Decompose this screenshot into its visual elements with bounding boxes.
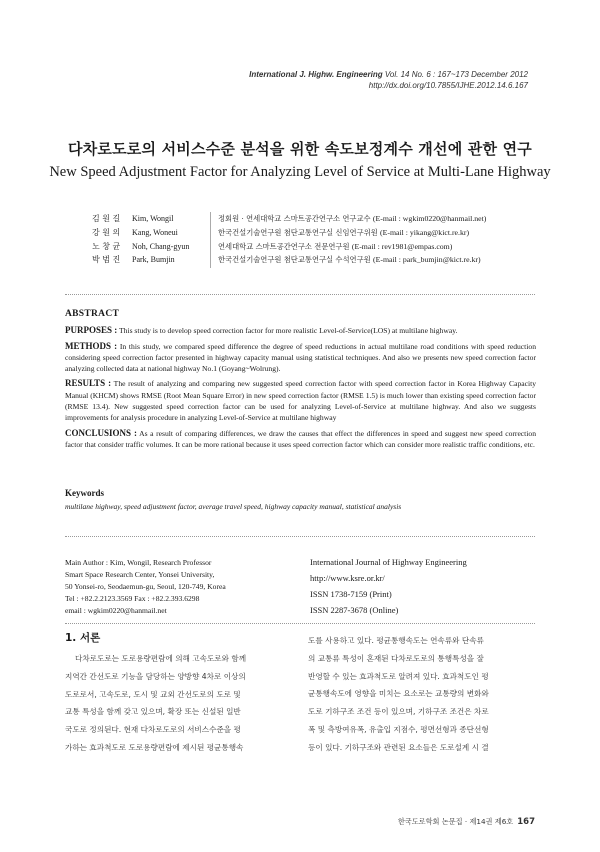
abstract-purposes: PURPOSES : This study is to develop speed correction factor for more realistic Level-of-Service(LOS) at multilane highway. (65, 325, 458, 336)
author-divider (210, 212, 211, 268)
page-number: 167 (517, 817, 535, 827)
journal-info (310, 554, 467, 618)
body-line: 국도로 정의된다. 현재 다차로도로의 서비스수준을 평 (65, 725, 241, 735)
title-english: New Speed Adjustment Factor for Analyzing Level of Service at Multi-Lane Highway (49, 164, 551, 180)
author-info-line: 50 Yonsei-ro, Seodaemun-gu, Seoul, 120-749, Korea (65, 582, 226, 591)
author-name-en: Noh, Chang-gyun (132, 241, 190, 251)
title-korean: 다차로도로의 서비스수준 분석을 위한 속도보정계수 개선에 관한 연구 (68, 140, 532, 158)
journal-header (249, 69, 528, 91)
body-line: 교통 특성을 함께 갖고 있으며, 확장 또는 신설된 일반 (65, 707, 241, 717)
journal-info-issn-online: ISSN 2287-3678 (Online) (310, 605, 399, 615)
author-name-en: Kim, Wongil (132, 214, 174, 223)
author-affiliation: 한국건설기술연구원 첨단교통연구실 수석연구원 (E-mail : park_bumjin@kict.re.kr) (218, 255, 481, 265)
divider-dotted (65, 536, 535, 537)
footer-journal: 한국도로학회 논문집 · 제14권 제6호 (397, 817, 514, 826)
abstract-heading: ABSTRACT (65, 309, 120, 319)
body-line: 균통행속도에 영향을 미치는 요소로는 교통량의 변화와 (308, 689, 489, 699)
abstract-section (65, 309, 536, 454)
author-email: (E-mail : rev1981@empas.com) (351, 241, 453, 251)
journal-name: International J. Highw. Engineering (249, 70, 383, 79)
journal-info-url[interactable]: http://www.ksre.or.kr/ (310, 573, 385, 583)
body-line: 도로로서, 고속도로, 도시 및 교외 간선도로의 도로 및 (65, 689, 241, 699)
author-name-ko: 노 창 균 (92, 241, 121, 251)
body-line: 지역간 간선도로 기능을 담당하는 양방향 4차로 이상의 (65, 671, 246, 681)
author-name-en: Park, Bumjin (132, 255, 175, 265)
author-affiliation: 정회원 · 연세대학교 스마트공간연구소 연구교수 (E-mail : wgkim0220@hanmail.net) (218, 214, 487, 223)
abstract-methods: METHODS : In this study, we compared speed difference the degree of speed reductions in actual multilane road conditions with speed reduction considering speed correction factor presented in highway capacity manual using statistical techniques. And also we presents new speed correction factor analyzing collected data at national highway No.1 (Goyang~Wolrung). (65, 340, 536, 374)
body-line: 도를 사용하고 있다. 평균통행속도는 연속류와 단속류 (308, 636, 484, 645)
author-email: (E-mail : park_bumjin@kict.re.kr) (372, 255, 481, 265)
author-info-line: Smart Space Research Center, Yonsei University, (65, 570, 215, 579)
journal-info-name: International Journal of Highway Engineering (310, 557, 467, 567)
author-affiliation: 한국건설기술연구원 첨단교통연구실 신임연구위원 (E-mail : yikang@kict.re.kr) (218, 227, 470, 237)
doi-link[interactable]: http://dx.doi.org/10.7855/IJHE.2012.14.6.167 (368, 81, 528, 90)
author-affiliation: 연세대학교 스마트공간연구소 전문연구원 (E-mail : rev1981@empas.com) (218, 241, 453, 251)
body-column-right (308, 632, 538, 757)
body-line: 반영할 수 있는 효과척도로 알려져 있다. 효과척도인 평 (308, 671, 489, 681)
keywords-heading: Keywords (65, 488, 104, 498)
body-column-left (65, 650, 295, 757)
author-name-ko: 김 원 길 (92, 214, 121, 223)
author-email: (E-mail : yikang@kict.re.kr) (380, 227, 470, 237)
author-email-line: email : wgkim0220@hanmail.net (65, 606, 167, 615)
body-line: 가하는 효과척도로 도로용량편람에 제시된 평균통행속 (65, 742, 244, 752)
body-line: 폭 및 측방여유폭, 유출입 지점수, 평면선형과 종단선형 (308, 724, 489, 734)
author-name-ko: 박 범 진 (92, 255, 121, 265)
keywords-text: multilane highway, speed adjustment factor, average travel speed, highway capacity manual, statistical analysis (65, 502, 402, 511)
author-info-line: Main Author : Kim, Wongil, Research Professor (65, 558, 212, 567)
section-heading: 1. 서론 (65, 632, 101, 644)
journal-info-issn-print: ISSN 1738-7159 (Print) (310, 589, 392, 599)
divider-dotted (65, 294, 535, 295)
author-name-en: Kang, Woneui (132, 227, 178, 237)
author-email: (E-mail : wgkim0220@hanmail.net) (372, 214, 487, 223)
body-line: 등이 있다. 기하구조와 관련된 요소들은 도로설계 시 결 (308, 742, 489, 752)
divider-dotted (65, 623, 535, 624)
body-line: 의 교통류 특성이 혼재된 다차로도로의 통행특성을 잘 (308, 653, 484, 663)
abstract-results: RESULTS : The result of analyzing and comparing new suggested speed correction factor with speed correction factor in Korea Highway Capacity Manual (KHCM) shows RMSE (Root Mean Square Error) in new speed correction factor (RMSE 1.5) is much lower than existing speed correction factor (RMSE 13.4). New suggested speed correction factor can be used for analyzing Level-of-Service at multilane highway. And also we suggests improvements for analysis procedure in analyzing Level-of-Service at multilane highway (65, 378, 536, 423)
abstract-conclusions: CONCLUSIONS : As a result of comparing differences, we draw the causes that effect the differences in speed and suggest new speed correction factor that consider traffic volumes. It can be more rational because it uses speed correction factor which can consider more realistic traffic conditions, etc. (65, 427, 536, 449)
page-footer (398, 817, 535, 827)
corresponding-author (65, 557, 226, 617)
body-line: 도로 기하구조 조건 등이 있으며, 기하구조 조건은 차로 (308, 707, 489, 717)
author-info-line: Tel : +82.2.2123.3569 Fax : +82.2.393.6298 (65, 594, 200, 603)
body-line: 다차로도로는 도로용량편람에 의해 고속도로와 함께 (75, 654, 247, 663)
author-name-ko: 강 원 의 (92, 227, 121, 237)
journal-volume: Vol. 14 No. 6 : 167~173 December 2012 (384, 70, 528, 79)
